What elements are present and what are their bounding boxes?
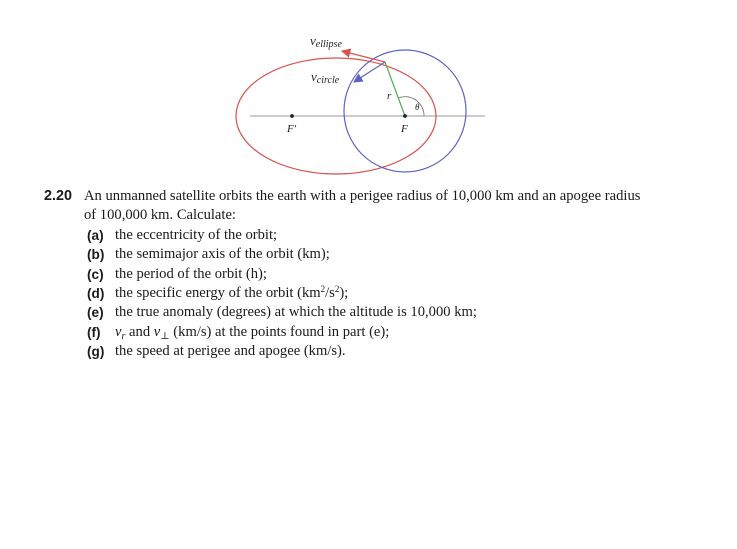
orbit-diagram [0, 0, 737, 185]
part-text: the period of the orbit (h); [115, 265, 267, 282]
part-label: (c) [87, 266, 104, 282]
f-prime-label: F′ [287, 123, 297, 135]
part-text: the speed at perigee and apogee (km/s). [115, 343, 346, 360]
part-text: the true anomaly (degrees) at which the altitude is 10,000 km; [115, 304, 477, 321]
problem-2-20 [44, 187, 716, 362]
focus-earth-dot [403, 114, 407, 118]
part-label: (g) [87, 344, 105, 360]
part-f [87, 323, 716, 342]
part-text: the specific energy of the orbit $(km^2/s^2)$; [115, 284, 349, 302]
part-g [87, 342, 716, 361]
part-d [87, 284, 716, 303]
problem-intro-line2: of 100,000 km. Calculate: [84, 207, 236, 224]
part-e [87, 303, 716, 322]
part-a [87, 226, 716, 245]
problem-parts-list [44, 226, 716, 362]
theta-label: θ [415, 102, 420, 112]
v-ellipse-label: vellipse [310, 33, 342, 50]
part-b [87, 245, 716, 264]
focus-empty-dot [290, 114, 294, 118]
radius-vector [385, 62, 405, 116]
part-c [87, 265, 716, 284]
part-label: (b) [87, 247, 105, 263]
part-label: (a) [87, 227, 104, 243]
part-label: (d) [87, 286, 105, 302]
part-text: $v_r$ and $v_\perp$ (km/s) at the points found in part (e); [115, 323, 390, 342]
part-text: the semimajor axis of the orbit (km); [115, 246, 330, 263]
part-text: the eccentricity of the orbit; [115, 226, 278, 243]
r-label: r [387, 90, 392, 102]
problem-intro-line1: An unmanned satellite orbits the earth with a perigee radius of 10,000 km and an apogee radius [84, 188, 641, 204]
part-label: (f) [87, 324, 101, 340]
part-label: (e) [87, 305, 104, 321]
v-circle-label: vcircle [311, 69, 340, 86]
circular-orbit [344, 50, 466, 172]
problem-number: 2.20 [44, 188, 73, 204]
f-label: F [401, 123, 408, 135]
